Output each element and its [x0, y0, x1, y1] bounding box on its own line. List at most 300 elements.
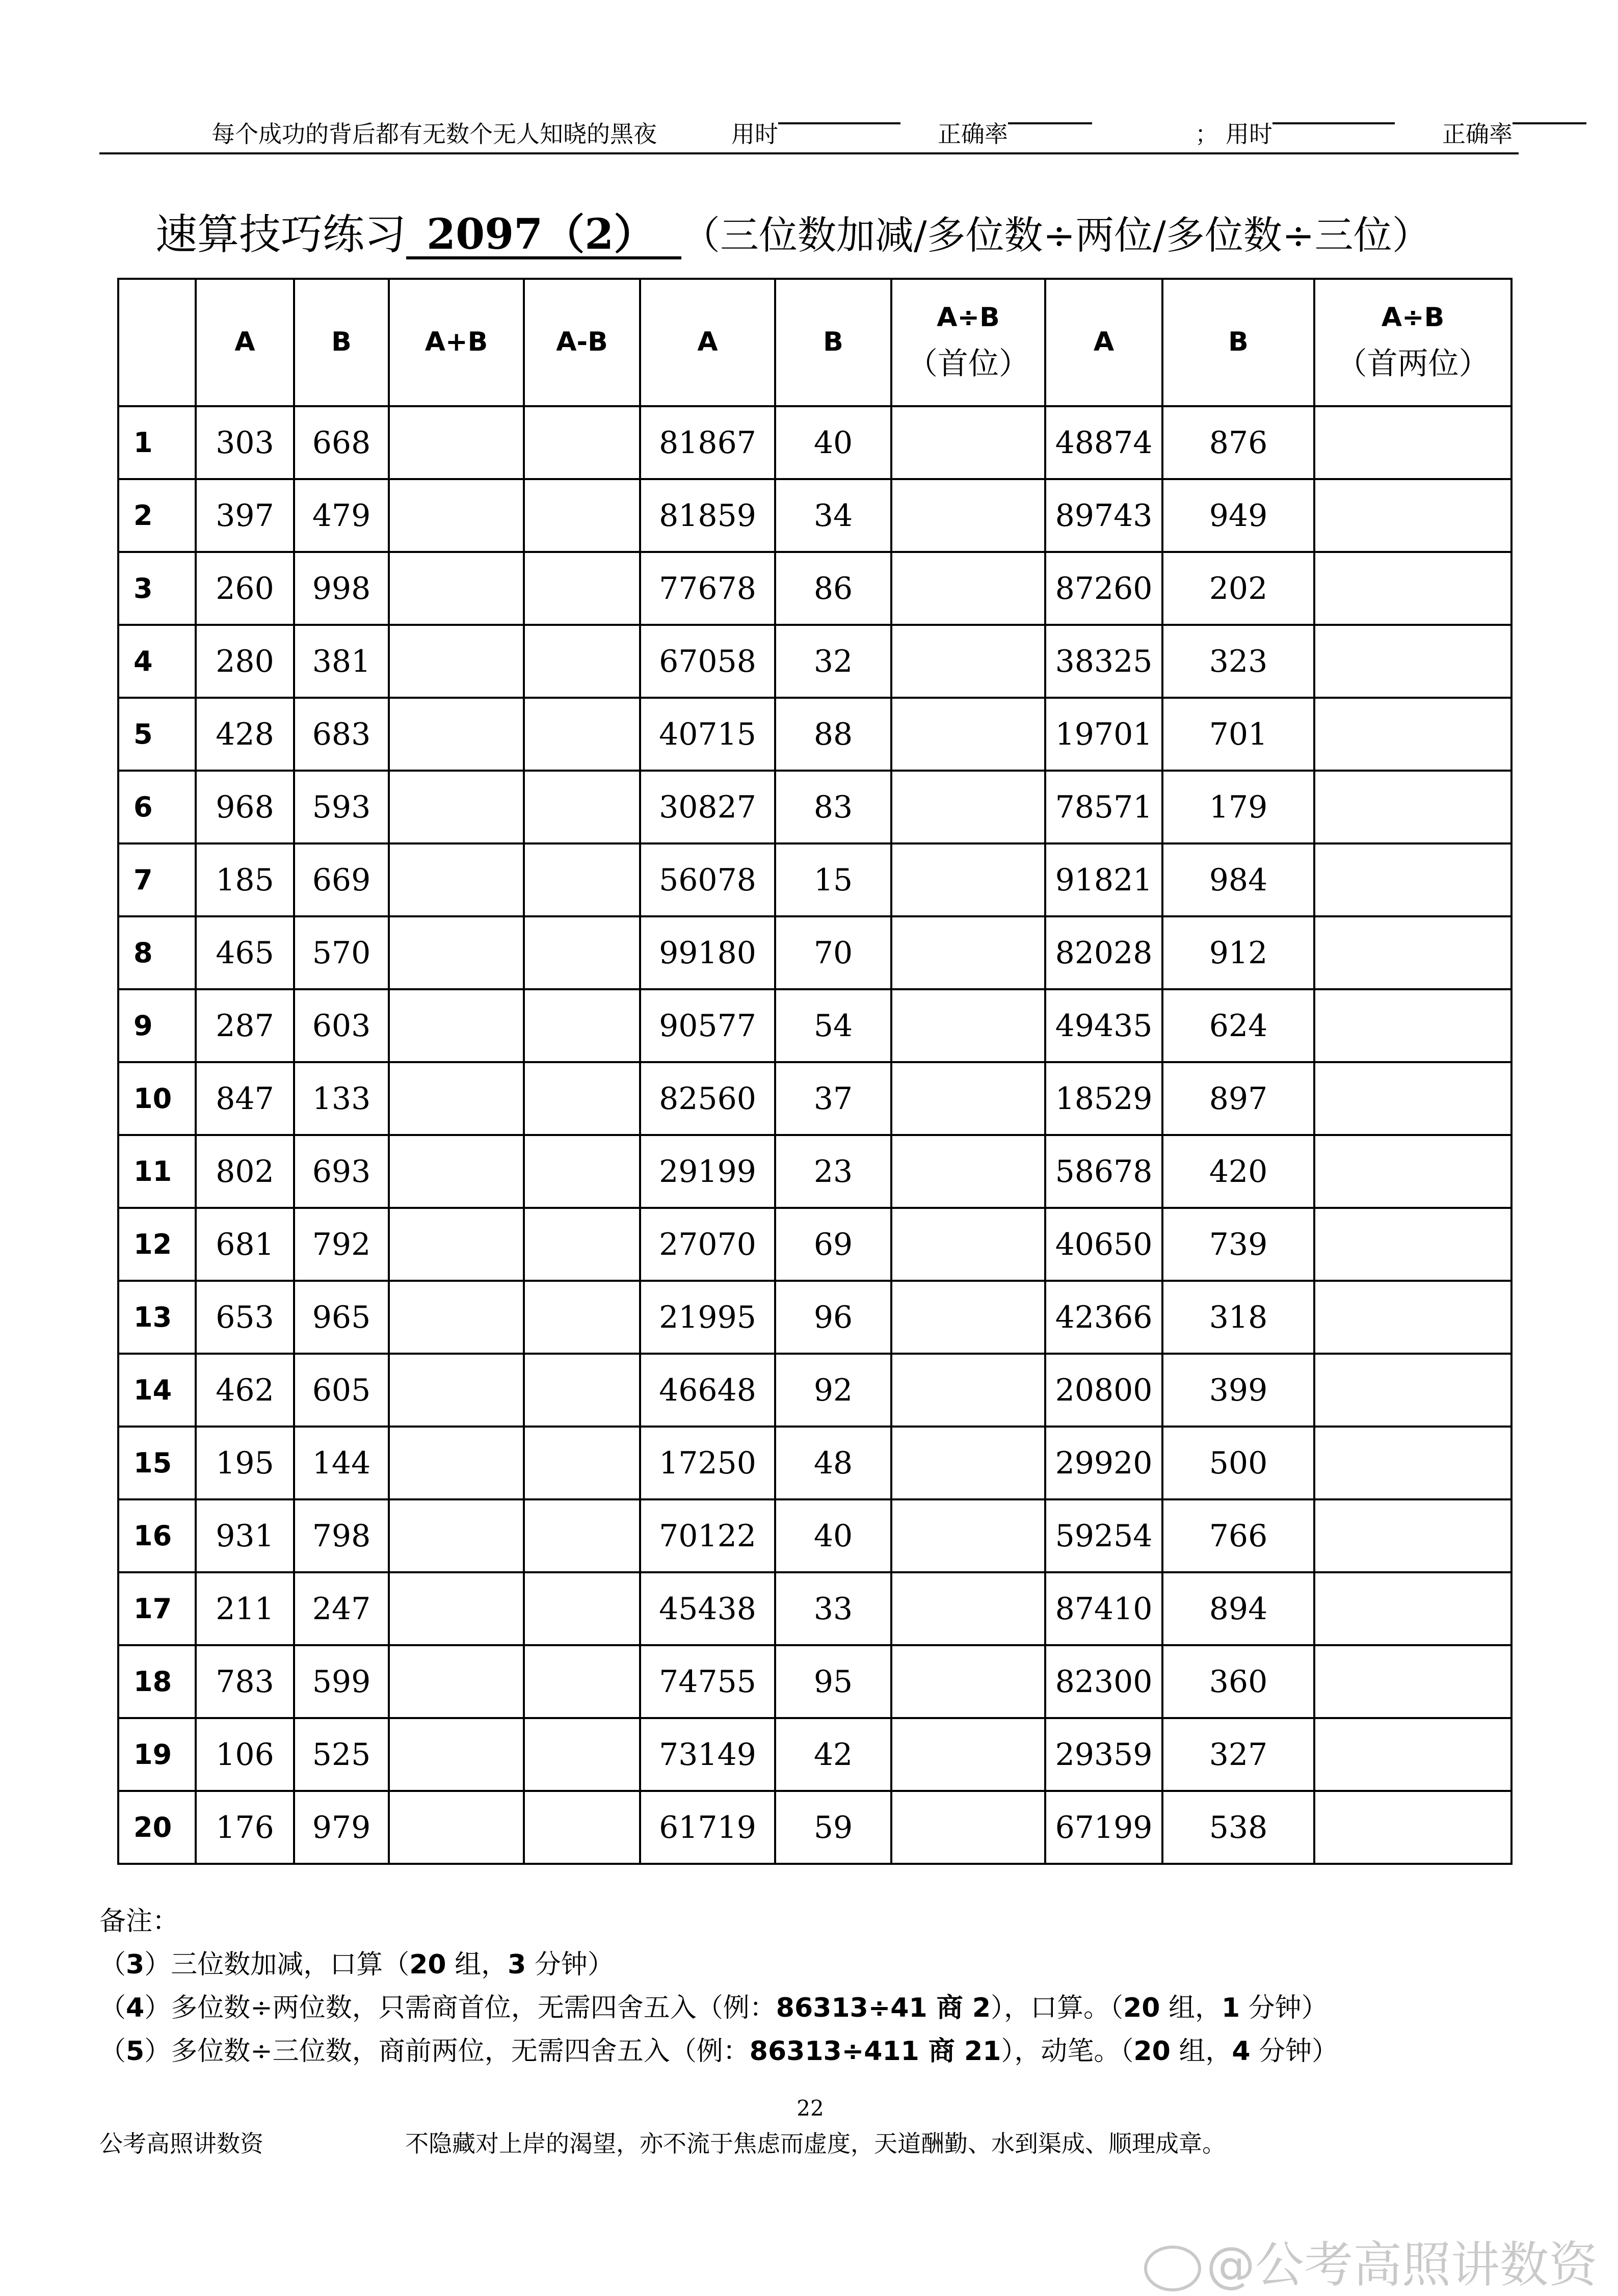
column-header-label: B: [823, 327, 843, 358]
cell-b-3digit: 525: [294, 1718, 389, 1791]
table-row: [118, 989, 1511, 1062]
answer-first-digit[interactable]: [891, 916, 1045, 989]
accuracy-label: 正确率: [938, 120, 1008, 148]
cell-b-2digit-divisor: 34: [775, 479, 891, 552]
row-index: 10: [118, 1062, 196, 1135]
answer-first-two-digits[interactable]: [1314, 1499, 1511, 1572]
column-header: [1162, 279, 1314, 406]
answer-diff[interactable]: [524, 625, 640, 698]
time-blank-1[interactable]: [778, 122, 900, 124]
answer-first-digit[interactable]: [891, 1499, 1045, 1572]
cell-b-3digit-divisor: 420: [1162, 1135, 1314, 1208]
row-index: 13: [118, 1281, 196, 1354]
cell-b-3digit-divisor: 179: [1162, 771, 1314, 843]
cell-a-dividend: 99180: [640, 916, 775, 989]
note-prefix: （: [99, 1993, 126, 2023]
column-header: [196, 279, 294, 406]
answer-first-digit[interactable]: [891, 1645, 1045, 1718]
note-text: ）三位数加减，口算（: [144, 1949, 410, 1980]
note-5: [99, 2030, 1338, 2073]
row-index: 7: [118, 843, 196, 916]
cell-b-2digit-divisor: 88: [775, 698, 891, 771]
cell-a-3digit: 968: [196, 771, 294, 843]
note-end: 分钟）: [1250, 2036, 1339, 2067]
answer-sum[interactable]: [389, 1281, 524, 1354]
cell-b-3digit: 247: [294, 1572, 389, 1645]
answer-diff[interactable]: [524, 1354, 640, 1427]
cell-a-dividend: 19701: [1045, 698, 1162, 771]
row-index: 3: [118, 552, 196, 625]
cell-a-dividend: 82560: [640, 1062, 775, 1135]
answer-diff[interactable]: [524, 1572, 640, 1645]
answer-first-two-digits[interactable]: [1314, 916, 1511, 989]
cell-b-3digit: 570: [294, 916, 389, 989]
column-header-label: A: [234, 327, 255, 358]
accuracy-field-2[interactable]: [1442, 116, 1513, 149]
cell-a-3digit: 397: [196, 479, 294, 552]
table-row: [118, 1499, 1511, 1572]
practice-table: [117, 278, 1513, 1865]
cell-b-3digit-divisor: 538: [1162, 1791, 1314, 1864]
cell-b-3digit: 998: [294, 552, 389, 625]
answer-sum[interactable]: [389, 479, 524, 552]
cell-b-3digit: 668: [294, 406, 389, 479]
answer-sum[interactable]: [389, 843, 524, 916]
table-row: [118, 552, 1511, 625]
answer-first-digit[interactable]: [891, 479, 1045, 552]
cell-b-2digit-divisor: 92: [775, 1354, 891, 1427]
table-row: [118, 1427, 1511, 1499]
answer-first-digit[interactable]: [891, 1062, 1045, 1135]
cell-b-2digit-divisor: 59: [775, 1791, 891, 1864]
answer-first-two-digits[interactable]: [1314, 1354, 1511, 1427]
cell-b-3digit-divisor: 500: [1162, 1427, 1314, 1499]
cell-b-2digit-divisor: 95: [775, 1645, 891, 1718]
cell-b-3digit-divisor: 739: [1162, 1208, 1314, 1281]
cell-b-3digit: 133: [294, 1062, 389, 1135]
note-quotient: 21: [964, 2036, 1001, 2067]
cell-a-3digit: 653: [196, 1281, 294, 1354]
cell-b-3digit-divisor: 984: [1162, 843, 1314, 916]
cell-b-3digit: 965: [294, 1281, 389, 1354]
footer-author: 公考高照讲数资: [99, 2130, 263, 2157]
table-row: [118, 1281, 1511, 1354]
note-end: 分钟）: [526, 1949, 614, 1980]
answer-first-digit[interactable]: [891, 1208, 1045, 1281]
answer-first-two-digits[interactable]: [1314, 1208, 1511, 1281]
cell-b-2digit-divisor: 33: [775, 1572, 891, 1645]
cell-a-dividend: 21995: [640, 1281, 775, 1354]
cell-a-3digit: 195: [196, 1427, 294, 1499]
answer-sum[interactable]: [389, 1427, 524, 1499]
answer-sum[interactable]: [389, 1718, 524, 1791]
column-header: [389, 279, 524, 406]
column-header-label: A÷B: [937, 302, 1000, 333]
table-row: [118, 1208, 1511, 1281]
row-index: 5: [118, 698, 196, 771]
note-after: ），动笔。（: [1001, 2036, 1134, 2067]
cell-a-dividend: 61719: [640, 1791, 775, 1864]
column-header-label: B: [1228, 327, 1249, 358]
watermark: [1144, 2226, 1598, 2296]
note-min: 1: [1221, 1993, 1240, 2023]
answer-first-two-digits[interactable]: [1314, 698, 1511, 771]
column-header-sub: （首两位）: [1336, 346, 1490, 382]
cell-a-dividend: 27070: [640, 1208, 775, 1281]
cell-a-3digit: 681: [196, 1208, 294, 1281]
column-header-label: A-B: [556, 327, 608, 358]
answer-diff[interactable]: [524, 1499, 640, 1572]
answer-sum[interactable]: [389, 552, 524, 625]
header-separator: ；: [1195, 120, 1218, 148]
answer-sum[interactable]: [389, 1208, 524, 1281]
note-example: 86313÷41: [776, 1993, 927, 2023]
table-row: [118, 1354, 1511, 1427]
cell-b-3digit-divisor: 399: [1162, 1354, 1314, 1427]
cell-a-dividend: 30827: [640, 771, 775, 843]
table-row: [118, 843, 1511, 916]
note-count: 20: [1123, 1993, 1160, 2023]
cell-b-3digit: 479: [294, 479, 389, 552]
cell-a-3digit: 783: [196, 1645, 294, 1718]
cell-a-dividend: 89743: [1045, 479, 1162, 552]
cell-b-3digit: 798: [294, 1499, 389, 1572]
answer-diff[interactable]: [524, 1427, 640, 1499]
note-count: 20: [1133, 2036, 1171, 2067]
column-header: [640, 279, 775, 406]
cell-b-2digit-divisor: 15: [775, 843, 891, 916]
answer-diff[interactable]: [524, 1135, 640, 1208]
time-field-2[interactable]: [1226, 116, 1272, 149]
cell-a-3digit: 185: [196, 843, 294, 916]
cell-a-dividend: 82300: [1045, 1645, 1162, 1718]
answer-first-digit[interactable]: [891, 406, 1045, 479]
column-header: [524, 279, 640, 406]
answer-sum[interactable]: [389, 989, 524, 1062]
cell-a-dividend: 45438: [640, 1572, 775, 1645]
cell-b-2digit-divisor: 69: [775, 1208, 891, 1281]
cell-b-2digit-divisor: 54: [775, 989, 891, 1062]
column-header: [775, 279, 891, 406]
cell-a-3digit: 287: [196, 989, 294, 1062]
cell-b-2digit-divisor: 83: [775, 771, 891, 843]
row-index: 19: [118, 1718, 196, 1791]
cell-a-dividend: 81859: [640, 479, 775, 552]
cell-a-dividend: 29920: [1045, 1427, 1162, 1499]
table-row: [118, 1135, 1511, 1208]
cell-a-dividend: 87260: [1045, 552, 1162, 625]
answer-first-two-digits[interactable]: [1314, 771, 1511, 843]
cell-a-3digit: 106: [196, 1718, 294, 1791]
notes-label: 备注：: [99, 1906, 179, 1937]
answer-first-two-digits[interactable]: [1314, 1718, 1511, 1791]
cell-a-3digit: 176: [196, 1791, 294, 1864]
note-prefix: （: [99, 2036, 126, 2067]
cell-b-2digit-divisor: 86: [775, 552, 891, 625]
answer-first-digit[interactable]: [891, 1427, 1045, 1499]
time-label: 用时: [731, 120, 778, 148]
row-index: 15: [118, 1427, 196, 1499]
row-index: 4: [118, 625, 196, 698]
cell-b-3digit: 381: [294, 625, 389, 698]
cell-b-3digit: 693: [294, 1135, 389, 1208]
table-row: [118, 916, 1511, 989]
answer-diff[interactable]: [524, 698, 640, 771]
cell-b-3digit: 683: [294, 698, 389, 771]
column-header-label: A+B: [425, 327, 488, 358]
table-row: [118, 1791, 1511, 1864]
note-min: 4: [1232, 2036, 1251, 2067]
answer-first-digit[interactable]: [891, 1281, 1045, 1354]
answer-first-two-digits[interactable]: [1314, 1572, 1511, 1645]
answer-sum[interactable]: [389, 1572, 524, 1645]
cell-a-3digit: 847: [196, 1062, 294, 1135]
answer-first-digit[interactable]: [891, 1135, 1045, 1208]
cell-a-3digit: 931: [196, 1499, 294, 1572]
cell-b-3digit: 593: [294, 771, 389, 843]
answer-diff[interactable]: [524, 552, 640, 625]
answer-first-two-digits[interactable]: [1314, 1281, 1511, 1354]
cell-b-3digit-divisor: 202: [1162, 552, 1314, 625]
note-mid: 商: [919, 2036, 965, 2067]
answer-diff[interactable]: [524, 1281, 640, 1354]
header-motto: 每个成功的背后都有无数个无人知晓的黑夜: [211, 120, 657, 148]
cell-a-dividend: 49435: [1045, 989, 1162, 1062]
cell-b-3digit-divisor: 360: [1162, 1645, 1314, 1718]
note-text: ）多位数÷两位数，只需商首位，无需四舍五入（例：: [144, 1993, 776, 2023]
cell-a-dividend: 74755: [640, 1645, 775, 1718]
answer-first-digit[interactable]: [891, 552, 1045, 625]
column-header: [1045, 279, 1162, 406]
column-header-sub: （首位）: [907, 346, 1029, 382]
answer-first-two-digits[interactable]: [1314, 1427, 1511, 1499]
table-header-row: [118, 279, 1511, 406]
answer-diff[interactable]: [524, 1208, 640, 1281]
cell-a-3digit: 280: [196, 625, 294, 698]
table-row: [118, 1572, 1511, 1645]
cell-a-dividend: 90577: [640, 989, 775, 1062]
row-index: 9: [118, 989, 196, 1062]
note-tail: 组，: [1160, 1993, 1222, 2023]
answer-first-digit[interactable]: [891, 1354, 1045, 1427]
cell-a-dividend: 17250: [640, 1427, 775, 1499]
answer-sum[interactable]: [389, 1135, 524, 1208]
cell-a-3digit: 462: [196, 1354, 294, 1427]
cell-a-dividend: 40715: [640, 698, 775, 771]
row-index: 6: [118, 771, 196, 843]
footer-quote: 不隐藏对上岸的渴望，亦不流于焦虑而虚度，天道酬勤、水到渠成、顺理成章。: [405, 2130, 1226, 2157]
answer-diff[interactable]: [524, 1645, 640, 1718]
notes-section: [99, 1900, 1338, 2073]
note-tail: 组，: [1170, 2036, 1232, 2067]
answer-sum[interactable]: [389, 916, 524, 989]
cell-a-dividend: 46648: [640, 1354, 775, 1427]
answer-sum[interactable]: [389, 1791, 524, 1864]
cell-b-2digit-divisor: 42: [775, 1718, 891, 1791]
note-after: ），口算。（: [991, 1993, 1124, 2023]
note-3: [99, 1943, 1338, 1987]
answer-first-two-digits[interactable]: [1314, 1062, 1511, 1135]
answer-first-digit[interactable]: [891, 771, 1045, 843]
cell-b-3digit-divisor: 701: [1162, 698, 1314, 771]
note-4: [99, 1987, 1338, 2030]
column-header-label: A: [1093, 327, 1115, 358]
answer-first-digit[interactable]: [891, 843, 1045, 916]
row-index: 14: [118, 1354, 196, 1427]
cell-a-dividend: 38325: [1045, 625, 1162, 698]
column-header: [891, 279, 1045, 406]
answer-sum[interactable]: [389, 698, 524, 771]
answer-diff[interactable]: [524, 843, 640, 916]
time-field-1[interactable]: [731, 116, 778, 149]
answer-sum[interactable]: [389, 1645, 524, 1718]
answer-diff[interactable]: [524, 479, 640, 552]
cell-b-3digit-divisor: 949: [1162, 479, 1314, 552]
table-row: [118, 625, 1511, 698]
answer-diff[interactable]: [524, 989, 640, 1062]
cell-a-dividend: 56078: [640, 843, 775, 916]
cell-b-2digit-divisor: 23: [775, 1135, 891, 1208]
answer-sum[interactable]: [389, 771, 524, 843]
cell-b-2digit-divisor: 37: [775, 1062, 891, 1135]
cell-a-dividend: 70122: [640, 1499, 775, 1572]
cell-a-dividend: 81867: [640, 406, 775, 479]
title-subtitle: （三位数加减/多位数÷两位/多位数÷三位）: [681, 213, 1431, 258]
cell-a-dividend: 40650: [1045, 1208, 1162, 1281]
column-header: [1314, 279, 1511, 406]
cell-a-dividend: 20800: [1045, 1354, 1162, 1427]
row-index: 8: [118, 916, 196, 989]
cell-b-3digit-divisor: 894: [1162, 1572, 1314, 1645]
answer-first-digit[interactable]: [891, 989, 1045, 1062]
row-index: 2: [118, 479, 196, 552]
table-row: [118, 771, 1511, 843]
cell-a-dividend: 48874: [1045, 406, 1162, 479]
cell-b-2digit-divisor: 48: [775, 1427, 891, 1499]
accuracy-field-1[interactable]: [938, 116, 1008, 149]
column-header-label: A÷B: [1381, 302, 1445, 333]
row-index: 1: [118, 406, 196, 479]
answer-diff[interactable]: [524, 916, 640, 989]
cell-b-3digit: 599: [294, 1645, 389, 1718]
row-index: 11: [118, 1135, 196, 1208]
cell-b-3digit-divisor: 323: [1162, 625, 1314, 698]
accuracy-blank-2[interactable]: [1513, 122, 1586, 124]
accuracy-blank-1[interactable]: [1008, 122, 1092, 124]
answer-first-two-digits[interactable]: [1314, 552, 1511, 625]
cell-a-3digit: 211: [196, 1572, 294, 1645]
answer-first-two-digits[interactable]: [1314, 625, 1511, 698]
cell-a-dividend: 29359: [1045, 1718, 1162, 1791]
note-mid: 商: [927, 1993, 972, 2023]
answer-diff[interactable]: [524, 1062, 640, 1135]
time-label: 用时: [1226, 120, 1272, 148]
table-row: [118, 479, 1511, 552]
column-header-label: A: [697, 327, 718, 358]
row-index: 18: [118, 1645, 196, 1718]
note-end: 分钟）: [1240, 1993, 1328, 2023]
cell-b-3digit-divisor: 766: [1162, 1499, 1314, 1572]
answer-sum[interactable]: [389, 1499, 524, 1572]
answer-first-digit[interactable]: [891, 625, 1045, 698]
note-num: 3: [126, 1949, 145, 1980]
watermark-text: @公考高照讲数资: [1206, 2236, 1598, 2293]
cell-a-dividend: 73149: [640, 1718, 775, 1791]
cell-b-3digit: 792: [294, 1208, 389, 1281]
table-row: [118, 1718, 1511, 1791]
answer-sum[interactable]: [389, 1062, 524, 1135]
answer-diff[interactable]: [524, 1791, 640, 1864]
cell-a-dividend: 29199: [640, 1135, 775, 1208]
note-tail: 组，: [446, 1949, 508, 1980]
cell-a-dividend: 77678: [640, 552, 775, 625]
cell-b-3digit: 979: [294, 1791, 389, 1864]
cell-b-2digit-divisor: 40: [775, 1499, 891, 1572]
title-number: 2097（2）: [406, 213, 681, 259]
note-prefix: （: [99, 1949, 126, 1980]
answer-diff[interactable]: [524, 771, 640, 843]
note-min: 3: [508, 1949, 526, 1980]
page-title: [155, 201, 1431, 261]
answer-first-digit[interactable]: [891, 1572, 1045, 1645]
row-index: 17: [118, 1572, 196, 1645]
answer-first-two-digits[interactable]: [1314, 1135, 1511, 1208]
cell-b-3digit-divisor: 318: [1162, 1281, 1314, 1354]
cell-b-3digit-divisor: 624: [1162, 989, 1314, 1062]
cell-b-2digit-divisor: 40: [775, 406, 891, 479]
answer-first-digit[interactable]: [891, 1718, 1045, 1791]
note-quotient: 2: [972, 1993, 991, 2023]
answer-first-two-digits[interactable]: [1314, 1791, 1511, 1864]
answer-first-digit[interactable]: [891, 698, 1045, 771]
cell-b-2digit-divisor: 32: [775, 625, 891, 698]
answer-diff[interactable]: [524, 1718, 640, 1791]
answer-sum[interactable]: [389, 1354, 524, 1427]
answer-first-digit[interactable]: [891, 1791, 1045, 1864]
cell-a-dividend: 59254: [1045, 1499, 1162, 1572]
answer-first-two-digits[interactable]: [1314, 843, 1511, 916]
answer-first-two-digits[interactable]: [1314, 479, 1511, 552]
title-main: 速算技巧练习: [155, 210, 407, 259]
cell-b-3digit: 669: [294, 843, 389, 916]
cell-a-3digit: 303: [196, 406, 294, 479]
cell-a-dividend: 58678: [1045, 1135, 1162, 1208]
page-number: 22: [797, 2096, 824, 2121]
page-header: [99, 110, 1519, 154]
answer-sum[interactable]: [389, 625, 524, 698]
answer-first-two-digits[interactable]: [1314, 989, 1511, 1062]
cell-a-3digit: 465: [196, 916, 294, 989]
table-row: [118, 1062, 1511, 1135]
cell-b-3digit: 605: [294, 1354, 389, 1427]
table-row: [118, 406, 1511, 479]
table-row: [118, 698, 1511, 771]
weibo-icon: [1144, 2246, 1201, 2291]
note-count: 20: [409, 1949, 446, 1980]
answer-first-two-digits[interactable]: [1314, 406, 1511, 479]
answer-diff[interactable]: [524, 406, 640, 479]
time-blank-2[interactable]: [1272, 122, 1395, 124]
answer-first-two-digits[interactable]: [1314, 1645, 1511, 1718]
cell-b-3digit-divisor: 876: [1162, 406, 1314, 479]
cell-a-dividend: 18529: [1045, 1062, 1162, 1135]
column-header: [294, 279, 389, 406]
cell-a-dividend: 67058: [640, 625, 775, 698]
cell-b-3digit: 144: [294, 1427, 389, 1499]
column-header: [118, 279, 196, 406]
cell-a-dividend: 67199: [1045, 1791, 1162, 1864]
answer-sum[interactable]: [389, 406, 524, 479]
